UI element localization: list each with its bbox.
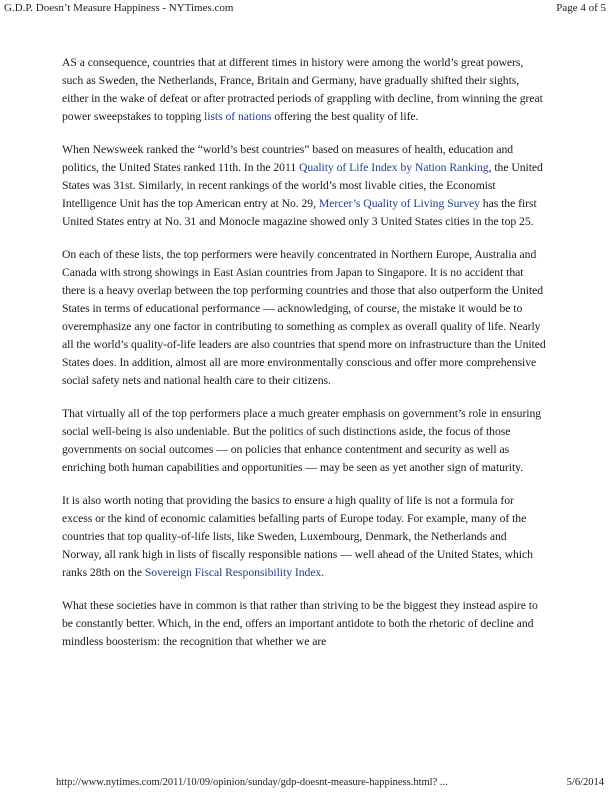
article-body	[62, 54, 546, 666]
paragraph-2-text-a: When Newsweek ranked the “world’s best countries” based on measures of health, education and politics, the United States ranked 11th. In the 2011	[62, 143, 514, 174]
paragraph-5-text-a: It is also worth noting that providing the basics to ensure a high quality of life is not a formula for excess or the kind of economic calamities befalling parts of Europe today. For example, many of the countries that top quality-of-life lists, like Sweden, Luxembourg, Denmark, the Netherlands and Norway, all rank high in lists of fiscally responsible nations — well ahead of the United States, which ranks 28th on the	[62, 494, 533, 579]
page-header-title: G.D.P. Doesn’t Measure Happiness - NYTimes.com	[4, 2, 234, 14]
paragraph-1-text-b: offering the best quality of life.	[271, 110, 419, 123]
page-number: Page 4 of 5	[556, 2, 606, 14]
quality-of-life-index-link[interactable]: Quality of Life Index by Nation Ranking	[299, 161, 489, 174]
paragraph-4: That virtually all of the top performers place a much greater emphasis on government’s role in ensuring social well-being is also undeniable. But the politics of such distinctions aside, the focus of those governments on social outcomes — on policies that enhance contentment and security as well as enriching both human capabilities and opportunities — may be seen as yet another sign of maturity.	[62, 407, 542, 474]
paragraph-2-text-b: , the United States was 31st. Similarly, in recent rankings of the world’s most livable cities, the Economist Intelligence Unit has the top American entry at No. 29,	[62, 161, 543, 210]
paragraph-2	[62, 141, 546, 231]
paragraph-6: What these societies have in common is that rather than striving to be the biggest they instead aspire to be constantly better. Which, in the end, offers an important antidote to both the rhetoric of decline and mindless boosterism: the recognition that whether we are	[62, 599, 538, 648]
mercer-survey-link[interactable]: Mercer’s Quality of Living Survey	[318, 197, 480, 210]
paragraph-1-text-a: AS a consequence, countries that at different times in history were among the world’s great powers, such as Sweden, the Netherlands, France, Britain and Germany, have gradually shifted their sights, either in the wake of defeat or after protracted periods of grappling with decline, from winning the great power sweepstakes to topping	[62, 56, 543, 123]
paragraph-5	[62, 492, 546, 582]
paragraph-5-text-b: .	[321, 566, 325, 579]
paragraph-2-text-c: has the first United States entry at No. 31 and Monocle magazine showed only 3 United States cities in the top 25.	[62, 197, 537, 228]
lists-of-nations-link[interactable]: lists of nations	[204, 110, 272, 123]
paragraph-1	[62, 54, 546, 126]
sovereign-fiscal-index-link[interactable]: Sovereign Fiscal Responsibility Index	[144, 566, 322, 579]
print-date: 5/6/2014	[566, 777, 604, 788]
page-url: http://www.nytimes.com/2011/10/09/opinion/sunday/gdp-doesnt-measure-happiness.html? ...	[56, 777, 448, 788]
paragraph-3: On each of these lists, the top performers were heavily concentrated in Northern Europe, Australia and Canada with strong showings in East Asian countries from Japan to Singapore. It is no accident that there is a heavy overlap between the top performing countries and those that also outperform the United States in terms of educational performance — acknowledging, of course, the mistake it would be to overemphasize any one factor in contributing to something as complex as overall quality of life. Nearly all the world’s quality-of-life leaders are also countries that spend more on infrastructure than the United States does. In addition, almost all are more environmentally conscious and offer more comprehensive social safety nets and national health care to their citizens.	[62, 248, 546, 387]
